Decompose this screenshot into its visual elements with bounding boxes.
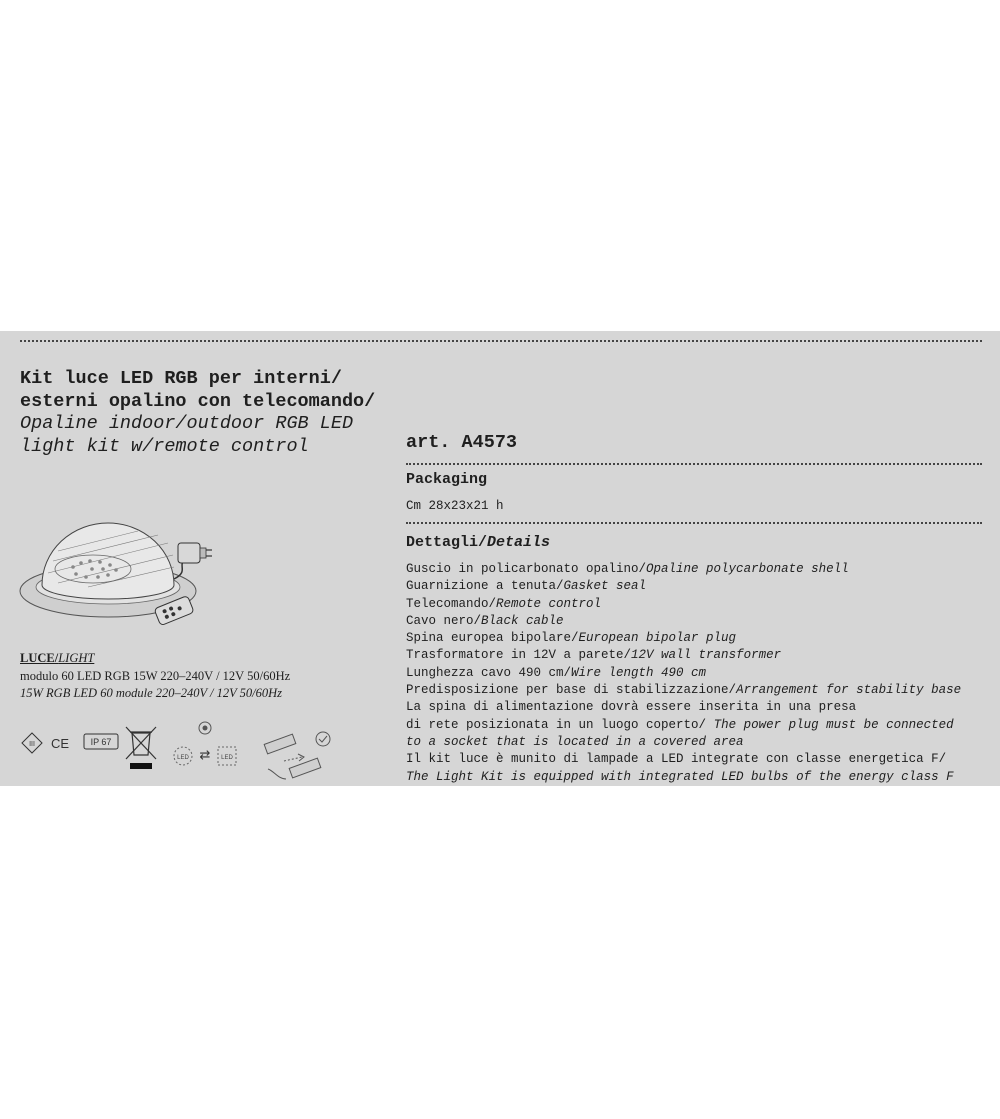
details-heading-it: Dettagli/ xyxy=(406,534,488,551)
packaging-heading: Packaging xyxy=(406,471,488,488)
details-list xyxy=(406,561,961,786)
detail-en: Arrangement for stability base xyxy=(736,683,962,698)
detail-line xyxy=(406,751,961,768)
class-iii-label: III xyxy=(29,741,35,748)
top-divider xyxy=(20,340,982,342)
details-heading xyxy=(406,534,550,551)
ce-mark-icon: CE xyxy=(51,736,70,751)
detail-en: Remote control xyxy=(496,596,602,611)
bottom-edge xyxy=(0,783,1000,784)
detail-it: Lunghezza cavo 490 cm/ xyxy=(406,665,572,680)
led-replace-icon xyxy=(174,722,236,765)
weee-bin-icon xyxy=(126,727,156,769)
title-english-line1: Opaline indoor/outdoor RGB LED xyxy=(20,413,354,434)
detail-line xyxy=(406,578,961,595)
detail-line xyxy=(406,665,961,682)
detail-it: Guarnizione a tenuta/ xyxy=(406,579,564,594)
detail-en: European bipolar plug xyxy=(578,631,737,646)
ip67-icon xyxy=(84,734,118,749)
transformer-replace-icon xyxy=(264,732,330,779)
product-title xyxy=(20,368,375,458)
detail-en: The Light Kit is equipped with integrated LED bulbs of the energy class F xyxy=(406,769,954,784)
detail-line xyxy=(406,682,961,699)
detail-en: Gasket seal xyxy=(563,579,647,594)
detail-it: Guscio in policarbonato opalino/ xyxy=(406,562,647,576)
detail-it: La spina di alimentazione dovrà essere inserita in una presa xyxy=(406,700,857,715)
detail-line xyxy=(406,561,961,578)
detail-it: Trasformatore in 12V a parete/ xyxy=(406,648,632,663)
light-specs xyxy=(20,650,290,703)
detail-it: Cavo nero/ xyxy=(406,613,482,628)
detail-en: to a socket that is located in a covered area xyxy=(406,734,744,749)
detail-it: Il kit luce è munito di lampade a LED integrate con classe energetica F/ xyxy=(406,752,947,767)
detail-line xyxy=(406,717,961,734)
title-italian-line1: Kit luce LED RGB per interni/ xyxy=(20,368,342,389)
detail-line xyxy=(406,613,961,630)
detail-line xyxy=(406,596,961,613)
light-line-italian: modulo 60 LED RGB 15W 220–240V / 12V 50/60Hz xyxy=(20,668,291,683)
detail-line xyxy=(406,734,961,751)
packaging-value: Cm 28x23x21 h xyxy=(406,499,504,513)
details-heading-en: Details xyxy=(487,534,551,551)
detail-line xyxy=(406,647,961,664)
divider-article xyxy=(406,463,982,465)
article-number: art. A4573 xyxy=(406,432,518,453)
detail-it: Spina europea bipolare/ xyxy=(406,631,579,646)
detail-it: Telecomando/ xyxy=(406,596,497,611)
detail-it: di rete posizionata in un luogo coperto/ xyxy=(406,717,714,732)
title-italian-line2: esterni opalino con telecomando/ xyxy=(20,390,376,412)
detail-en: 12V wall transformer xyxy=(631,648,782,663)
title-english-line2: light kit w/remote control xyxy=(20,435,309,457)
divider-packaging xyxy=(406,522,982,524)
class-iii-icon xyxy=(22,733,42,753)
light-line-english: 15W RGB LED 60 module 220–240V / 12V 50/60Hz xyxy=(20,686,283,700)
light-heading xyxy=(20,650,290,668)
led-label-right: LED xyxy=(221,755,233,761)
led-label-left: LED xyxy=(177,755,189,761)
detail-en: The power plug must be connected xyxy=(713,717,954,732)
ip67-label: IP 67 xyxy=(90,737,112,747)
product-illustration-icon xyxy=(18,521,218,636)
light-heading-it: LUCE/ xyxy=(20,651,59,665)
product-sheet-panel xyxy=(0,331,1000,786)
detail-line xyxy=(406,630,961,647)
detail-en: Black cable xyxy=(481,613,564,628)
swap-arrows-icon: ⇄ xyxy=(199,748,211,763)
detail-line xyxy=(406,699,961,716)
detail-en: Wire length 490 cm xyxy=(571,665,707,680)
light-heading-en: LIGHT xyxy=(58,651,95,665)
detail-en: Opaline polycarbonate shell xyxy=(646,562,849,576)
detail-it: Predisposizione per base di stabilizzazione/ xyxy=(406,683,737,698)
